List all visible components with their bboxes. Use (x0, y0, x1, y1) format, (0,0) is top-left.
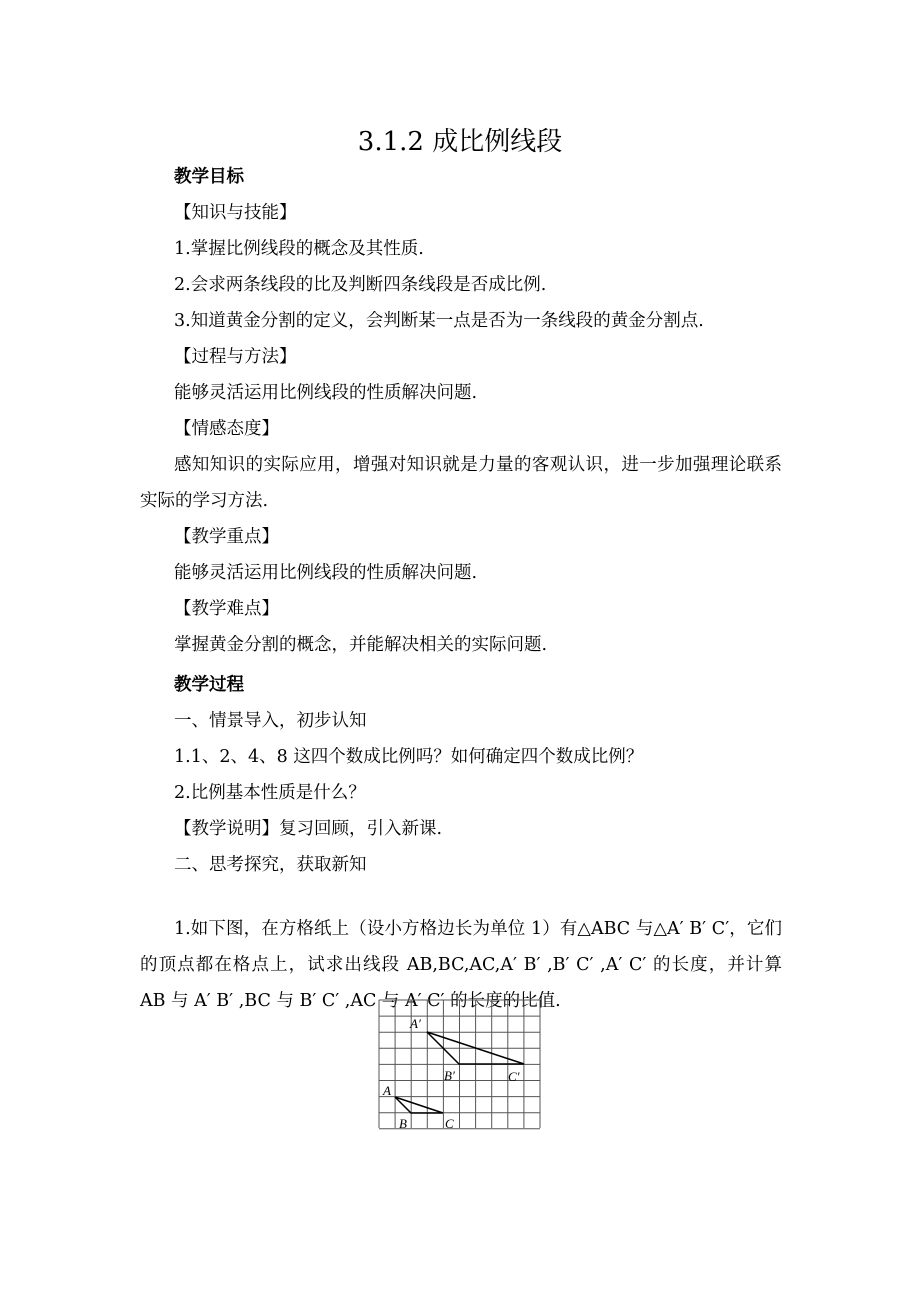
text-line: 1.1、2、4、8 这四个数成比例吗？如何确定四个数成比例？ (174, 747, 644, 767)
page-title: 3.1.2 成比例线段 (357, 127, 563, 157)
text-line: 【情感态度】 (174, 419, 279, 439)
text-line: 【过程与方法】 (174, 347, 297, 367)
label-c-prime: C′ (508, 1069, 520, 1084)
text-line: 教学目标 (174, 167, 244, 187)
text-line: 二、思考探究，获取新知 (174, 855, 367, 875)
grid-figure (370, 990, 550, 1135)
text-line: 3.知道黄金分割的定义，会判断某一点是否为一条线段的黄金分割点. (174, 311, 704, 331)
label-b-prime: B′ (444, 1068, 455, 1083)
text-line: 一、情景导入，初步认知 (174, 711, 367, 731)
text-line: 【教学重点】 (174, 527, 279, 547)
text-line: 【知识与技能】 (174, 203, 297, 223)
label-a: A (383, 1083, 391, 1098)
text-line: 【教学说明】复习回顾，引入新课. (174, 819, 443, 839)
text-line: 2.会求两条线段的比及判断四条线段是否成比例. (174, 275, 547, 295)
text-line: 1.掌握比例线段的概念及其性质. (174, 239, 424, 259)
paragraph-attitude: 感知知识的实际应用，增强对知识就是力量的客观认识，进一步加强理论联系实际的学习方法. (140, 455, 782, 511)
paragraph-question: 1.如下图，在方格纸上（设小方格边长为单位 1）有△ABC 与△A′ B′ C′，它们的顶点都在格点上，试求出线段 AB,BC,AC,A′ B′ ,B′ C′ ,A′ C′ 的长度，并计算 AB 与 A′ B′ ,BC 与 B′ C′ ,AC 与 A′ C′ 的长度的比值. (140, 919, 782, 1011)
label-b: B (399, 1116, 407, 1131)
label-c: C (445, 1116, 454, 1131)
text-line: 能够灵活运用比例线段的性质解决问题. (174, 563, 478, 583)
text-line: 【教学难点】 (174, 599, 279, 619)
text-line: 能够灵活运用比例线段的性质解决问题. (174, 383, 478, 403)
text-line: 掌握黄金分割的概念，并能解决相关的实际问题. (174, 635, 548, 655)
label-a-prime: A′ (410, 1016, 421, 1031)
text-line: 教学过程 (174, 675, 244, 695)
triangle-abc (395, 1097, 443, 1113)
text-line: 2.比例基本性质是什么？ (174, 783, 366, 803)
